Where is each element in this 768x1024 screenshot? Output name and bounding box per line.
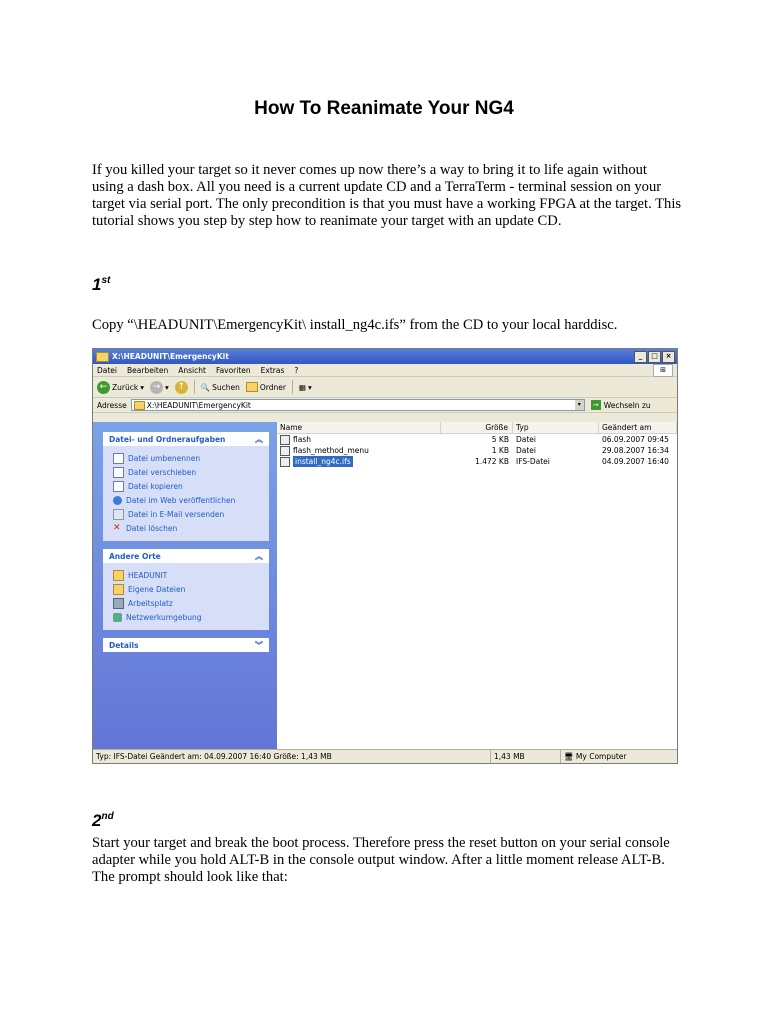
search-button[interactable] xyxy=(201,383,240,392)
mail-icon xyxy=(113,509,124,520)
file-icon xyxy=(280,435,290,445)
task-label: Datei löschen xyxy=(126,523,178,533)
file-modified: 04.09.2007 16:40 xyxy=(602,457,669,466)
toolbar-divider xyxy=(292,380,293,394)
maximize-button[interactable]: □ xyxy=(648,351,661,363)
file-type: Datei xyxy=(516,435,537,444)
file-type: Datei xyxy=(516,446,537,455)
task-move[interactable] xyxy=(113,465,263,479)
search-label: Suchen xyxy=(212,382,240,392)
task-label: Datei kopieren xyxy=(128,481,183,491)
menu-bearbeiten[interactable]: Bearbeiten xyxy=(127,365,169,375)
details-header[interactable] xyxy=(103,638,269,652)
file-row-selected[interactable] xyxy=(277,456,677,467)
go-button[interactable]: Wechseln zu xyxy=(603,400,651,410)
status-location-label: My Computer xyxy=(575,752,627,761)
task-email[interactable] xyxy=(113,507,263,521)
menu-extras[interactable]: Extras xyxy=(260,365,285,375)
views-button[interactable] xyxy=(299,383,312,392)
go-arrow-icon[interactable]: → xyxy=(591,400,601,410)
task-copy[interactable] xyxy=(113,479,263,493)
move-icon xyxy=(113,467,124,478)
up-folder-button[interactable] xyxy=(175,381,188,394)
file-modified: 06.09.2007 09:45 xyxy=(602,435,669,444)
views-icon: ▦ xyxy=(298,382,307,392)
task-publish-web[interactable] xyxy=(113,493,263,507)
task-label: Datei verschieben xyxy=(128,467,197,477)
address-value: X:\HEADUNIT\EmergencyKit xyxy=(146,400,251,410)
step-2-suffix: nd xyxy=(101,811,114,822)
step-1-text: Copy “\HEADUNIT\EmergencyKit\ install_ng4c.ifs” from the CD to your local harddisc. xyxy=(92,317,618,333)
task-delete[interactable] xyxy=(113,521,263,535)
folders-icon xyxy=(246,382,258,392)
details-panel xyxy=(103,638,269,652)
windows-logo-icon: ⊞ xyxy=(653,364,673,377)
address-dropdown-button[interactable]: ▾ xyxy=(575,400,584,410)
column-type[interactable]: Typ xyxy=(513,422,599,433)
place-my-computer[interactable] xyxy=(113,596,263,610)
column-name[interactable]: Name xyxy=(277,422,441,433)
step-2-heading xyxy=(92,811,114,831)
toolbar xyxy=(93,377,677,398)
other-places-panel xyxy=(103,549,269,630)
computer-icon xyxy=(113,598,124,609)
place-my-documents[interactable] xyxy=(113,582,263,596)
task-label: Datei im Web veröffentlichen xyxy=(126,495,236,505)
place-label: Arbeitsplatz xyxy=(128,598,173,608)
menu-ansicht[interactable]: Ansicht xyxy=(178,365,206,375)
menu-datei[interactable]: Datei xyxy=(97,365,118,375)
explorer-screenshot xyxy=(92,348,678,764)
place-label: Netzwerkumgebung xyxy=(126,612,202,622)
file-type: IFS-Datei xyxy=(516,457,550,466)
expand-icon[interactable]: ︾ xyxy=(255,641,263,650)
address-bar xyxy=(93,398,677,413)
status-size: 1,43 MB xyxy=(491,750,561,763)
place-label: HEADUNIT xyxy=(128,570,168,580)
file-row[interactable] xyxy=(277,434,677,445)
folder-icon xyxy=(96,352,109,362)
network-icon xyxy=(113,613,122,622)
chevron-down-icon: ▾ xyxy=(164,382,169,392)
other-places-header[interactable] xyxy=(103,549,269,563)
status-location xyxy=(561,750,677,763)
task-label: Datei umbenennen xyxy=(128,453,201,463)
forward-button[interactable] xyxy=(150,381,169,394)
computer-icon: 🖥 xyxy=(564,752,574,761)
menu-bar xyxy=(93,364,677,377)
place-label: Eigene Dateien xyxy=(128,584,186,594)
back-label: Zurück xyxy=(112,382,139,392)
file-name: install_ng4c.ifs xyxy=(295,457,351,466)
place-headunit[interactable] xyxy=(113,568,263,582)
copy-icon xyxy=(113,481,124,492)
collapse-icon[interactable]: ︽ xyxy=(255,552,263,561)
menu-help[interactable]: ? xyxy=(294,365,299,375)
step-2-number: 2 xyxy=(92,811,102,830)
step-2-text: Start your target and break the boot process. Therefore press the reset button on your serial console adapter while you hold ALT-B in the console output window. After a little moment release ALT-B. The prompt should look like that: xyxy=(92,835,670,885)
collapse-icon[interactable]: ︽ xyxy=(255,435,263,444)
file-row[interactable] xyxy=(277,445,677,456)
folders-button[interactable] xyxy=(246,382,286,392)
rename-icon xyxy=(113,453,124,464)
window-titlebar xyxy=(93,349,677,364)
folders-label: Ordner xyxy=(259,382,286,392)
file-size: 1 KB xyxy=(491,446,509,455)
chevron-down-icon: ▾ xyxy=(140,382,144,392)
documents-icon xyxy=(113,584,124,595)
folder-icon xyxy=(134,401,145,410)
file-size: 5 KB xyxy=(491,435,509,444)
minimize-button[interactable]: _ xyxy=(634,351,647,363)
file-icon xyxy=(280,457,290,467)
step-1-number: 1 xyxy=(92,275,102,294)
file-modified: 29.08.2007 16:34 xyxy=(602,446,669,455)
step-1-heading xyxy=(92,275,110,295)
task-pane xyxy=(93,422,277,749)
menu-favoriten[interactable]: Favoriten xyxy=(215,365,251,375)
status-bar xyxy=(93,749,677,763)
intro-paragraph: If you killed your target so it never comes up now there’s a way to bring it to life again without using a dash box. All you need is a current update CD and a TerraTerm - terminal session on your target via serial port. The only precondition is that you must have a working FPGA at the target. This tutorial shows you step by step how to reanimate your target with an update CD. xyxy=(92,162,682,229)
toolbar-divider xyxy=(194,380,195,394)
address-input[interactable] xyxy=(131,399,585,411)
other-places-title: Andere Orte xyxy=(109,551,161,561)
file-list-header xyxy=(277,422,677,434)
task-label: Datei in E-Mail versenden xyxy=(128,509,225,519)
up-arrow-icon: ↑ xyxy=(175,381,188,394)
page-title: How To Reanimate Your NG4 xyxy=(254,98,514,119)
file-list xyxy=(277,422,677,749)
file-name: flash xyxy=(293,435,311,444)
address-label: Adresse xyxy=(97,400,127,410)
close-button[interactable]: × xyxy=(662,351,675,363)
column-modified[interactable]: Geändert am xyxy=(599,422,677,433)
search-icon: 🔍 xyxy=(200,382,211,392)
file-tasks-header[interactable] xyxy=(103,432,269,446)
status-info: Typ: IFS-Datei Geändert am: 04.09.2007 16:40 Größe: 1,43 MB xyxy=(93,750,491,763)
column-size[interactable]: Größe xyxy=(441,422,513,433)
file-tasks-title: Datei- und Ordneraufgaben xyxy=(109,434,226,444)
file-tasks-panel xyxy=(103,432,269,541)
globe-icon xyxy=(113,496,122,505)
window-title: X:\HEADUNIT\EmergencyKit xyxy=(112,352,229,361)
delete-icon: ✕ xyxy=(113,522,121,533)
back-button[interactable] xyxy=(97,381,144,394)
task-rename[interactable] xyxy=(113,451,263,465)
folder-icon xyxy=(113,570,124,581)
details-title: Details xyxy=(109,640,139,650)
file-size: 1.472 KB xyxy=(475,457,509,466)
forward-arrow-icon: → xyxy=(150,381,163,394)
file-name: flash_method_menu xyxy=(293,446,369,455)
step-1-suffix: st xyxy=(101,275,111,286)
back-arrow-icon: ← xyxy=(97,381,110,394)
chevron-down-icon: ▾ xyxy=(308,382,312,392)
place-network[interactable] xyxy=(113,610,263,624)
file-icon xyxy=(280,446,290,456)
